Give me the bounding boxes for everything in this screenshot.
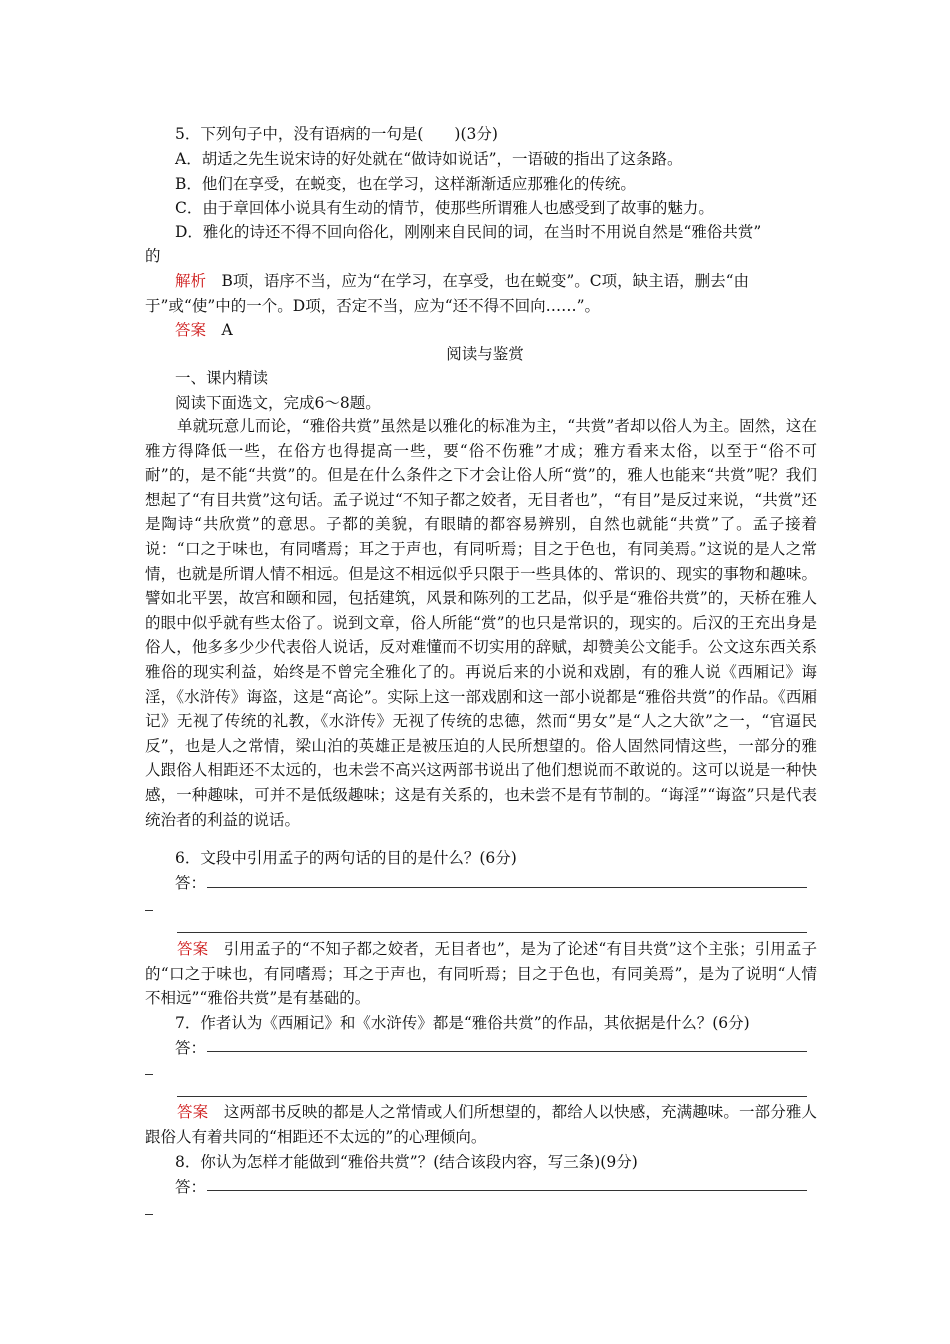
answer-label: 答案 (175, 321, 207, 339)
q5-option-b: B．他们在享受，在蜕变，也在学习，这样渐渐适应那雅化的传统。 (175, 175, 636, 193)
q6-blank-label: 答： (175, 874, 207, 892)
q5-option-c: C．由于章回体小说具有生动的情节，使那些所谓雅人也感受到了故事的魅力。 (175, 199, 714, 217)
passage: 单就玩意儿而论，“雅俗共赏”虽然是以雅化的标准为主，“共赏”者却以俗人为主。固然，这在雅方得降低一些，在俗方也得提高一些，要“俗不伤雅”才成；雅方看来太俗，以至于“俗不可耐”的，是不能“共赏”的。但是在什么条件之下才会让俗人所“赏”的，雅人也能来“共赏”呢？我们想起了“有目共赏”这句话。孟子说过“不知子都之姣者，无目者也”，“有目”是反过来说，“共赏”还是陶诗“共欣赏”的意思。子都的美貌，有眼睛的都容易辨别，自然也就能“共赏”了。孟子接着说：“口之于味也，有同嗜焉；耳之于声也，有同听焉；目之于色也，有同美焉。”这说的是人之常情，也就是所谓人情不相远。但是这不相远似乎只限于一些具体的、常识的、现实的事物和趣味。譬如北平罢，故宫和颐和园，包括建筑，风景和陈列的工艺品，似乎是“雅俗共赏”的，天桥在雅人的眼中似乎就有些太俗了。说到文章，俗人所能“赏”的也只是常识的，现实的。后汉的王充出身是俗人，他多多少少代表俗人说话，反对难懂而不切实用的辞赋，却赞美公文能手。公文这东西关系雅俗的现实利益，始终是不曾完全雅化了的。再说后来的小说和戏剧，有的雅人说《西厢记》诲淫，《水浒传》诲盗，这是“高论”。实际上这一部戏剧和这一部小说都是“雅俗共赏”的作品。《西厢记》无视了传统的礼教，《水浒传》无视了传统的忠德，然而“男女”是“人之大欲”之一，“官逼民反”，也是人之常情，梁山泊的英雄正是被压迫的人民所想望的。俗人固然同情这些，一部分的雅人跟俗人相距还不太远的，也未尝不高兴这两部书说出了他们想说而不敢说的。这可以说是一种快感，一种趣味，可并不是低级趣味；这是有关系的，也未尝不是有节制的。“诲淫”“诲盗”只是代表统治者的利益的说话。 (145, 417, 817, 829)
q5-stem: 5．下列句子中，没有语病的一句是( )(3分) (175, 125, 498, 143)
analysis-label: 解析 (175, 272, 207, 290)
q5-option-d-cont: 的 (145, 247, 161, 265)
q7-answer-line-2[interactable] (177, 1096, 807, 1097)
q5-answer (175, 318, 845, 342)
analysis-text: B项，语序不当，应为“在学习，在享受，也在蜕变”。C项，缺主语，删去“由 (206, 272, 750, 290)
q7-answer-text: 这两部书反映的都是人之常情或人们所想望的，都给人以快感，充满趣味。一部分雅人跟俗人有着共同的“相距还不太远的”的心理倾向。 (145, 1103, 817, 1146)
q7-answer-label: 答案 (177, 1103, 209, 1121)
q6-line-dash (145, 910, 153, 911)
q6-stem: 6．文段中引用孟子的两句话的目的是什么？(6分) (175, 849, 517, 867)
q7-answer-line-1[interactable] (207, 1051, 807, 1052)
q8-stem: 8．你认为怎样才能做到“雅俗共赏”？(结合该段内容，写三条)(9分) (175, 1153, 638, 1171)
q8-blank-label: 答： (175, 1178, 207, 1196)
q7-blank-label: 答： (175, 1039, 207, 1057)
instruction: 阅读下面选文，完成6～8题。 (175, 394, 381, 412)
q6-answer-label: 答案 (177, 940, 209, 958)
q6-answer (145, 937, 817, 1011)
q6-answer-line-2[interactable] (177, 932, 807, 933)
q6-answer-text: 引用孟子的“不知子都之姣者，无目者也”，是为了论述“有目共赏”这个主张；引用孟子的“口之于味也，有同嗜焉；耳之于声也，有同听焉；目之于色也，有同美焉”，是为了说明“人情不相远”“雅俗共赏”是有基础的。 (145, 940, 817, 1008)
q5-analysis (175, 269, 845, 293)
q6-answer-line-1[interactable] (207, 887, 807, 888)
q7-answer (145, 1100, 817, 1149)
q8-line-dash (145, 1214, 153, 1215)
answer-text: A (206, 321, 233, 339)
q5-option-d: D．雅化的诗还不得不回向俗化，刚刚来自民间的词，在当时不用说自然是“雅俗共赏” (175, 223, 762, 241)
q7-line-dash (145, 1074, 153, 1075)
q5-analysis-cont: 于”或“使”中的一个。D项，否定不当，应为“还不得不回向……”。 (145, 297, 601, 315)
q8-answer-line-1[interactable] (207, 1190, 807, 1191)
section-title: 阅读与鉴赏 (446, 345, 524, 363)
q5-option-a: A．胡适之先生说宋诗的好处就在“做诗如说话”，一语破的指出了这条路。 (175, 150, 683, 168)
q7-stem: 7．作者认为《西厢记》和《水浒传》都是“雅俗共赏”的作品，其依据是什么？(6分) (175, 1014, 750, 1032)
subsection-title: 一、课内精读 (175, 369, 269, 387)
